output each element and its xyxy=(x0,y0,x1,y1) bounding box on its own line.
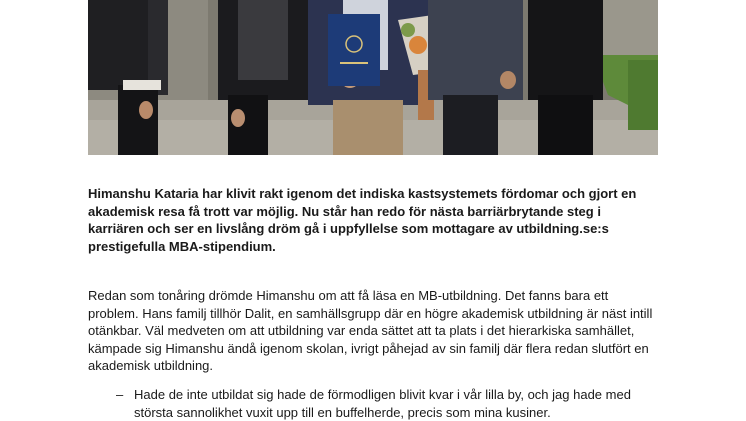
quote-paragraph xyxy=(88,386,658,421)
lead-paragraph: Himanshu Kataria har klivit rakt igenom det indiska kastsystemets fördomar och gjort en akademisk resa få trott var möjlig. Nu står han redo för nästa barriärbrytande steg i karriären och ser en livslång dröm gå i uppfyllelse som mottagare av utbildning.se:s prestigefulla MBA-stipendium. xyxy=(88,186,637,254)
body-paragraph: Redan som tonåring drömde Himanshu om att få läsa en MB-utbildning. Det fanns bara ett problem. Hans familj tillhör Dalit, en samhällsgrupp där en högre akademisk utbildning är näst intill otänkbar. Väl medveten om att utbildning var enda sättet att ta plats i det hierarkiska samhället, kämpade sig Himanshu ändå igenom skolan, ivrigt påhejad av sin familj där flera redan slutfört en akademisk utbildning. xyxy=(88,288,653,373)
quote-dash: – xyxy=(116,387,124,402)
quote-text: Hade de inte utbildat sig hade de förmodligen blivit kvar i vår lilla by, och jag hade med största sannolikhet vuxit upp till en buffelherde, precis som mina kusiner. xyxy=(134,387,631,420)
header-photo xyxy=(88,0,658,155)
photo-graduation-group-icon xyxy=(88,0,658,155)
